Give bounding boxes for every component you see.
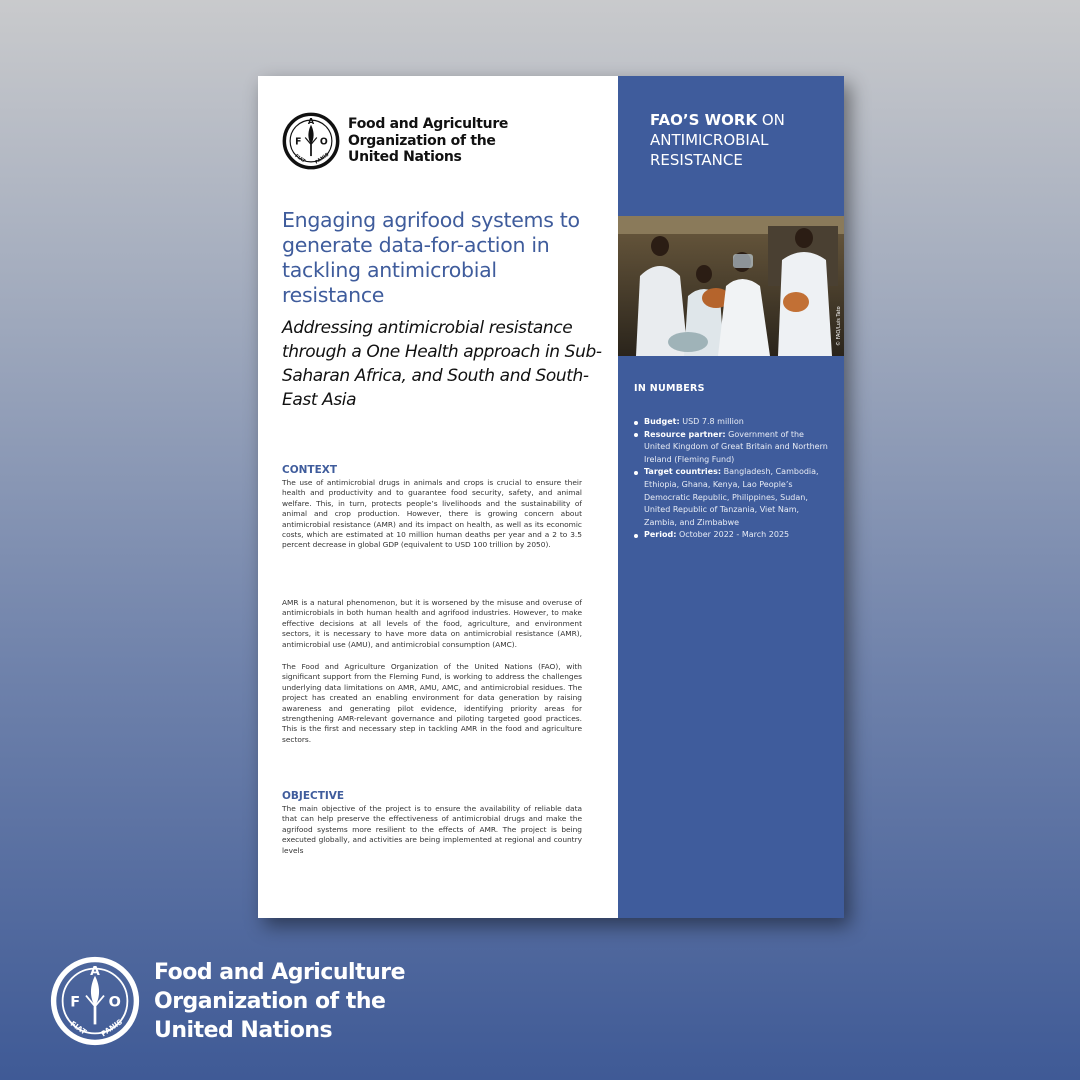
sidebar-title-line2: ANTIMICROBIAL (650, 131, 769, 149)
sidebar-title-line3: RESISTANCE (650, 151, 743, 169)
footer-org-name-line3: United Nations (154, 1017, 333, 1043)
numbers-item-partner (632, 429, 832, 467)
objective-paragraph: The main objective of the project is to ensure the availability of reliable data that can help preserve the effectiveness of antimicrobial drugs and make the agrifood systems more resilient to the effects of AMR. The project is being executed globally, and activities are being implemented at regional and country levels (282, 804, 582, 855)
context-paragraph-1: The use of antimicrobial drugs in animals and crops is crucial to ensure their health and productivity and to guarantee food security, safety, and animal welfare. This, in turn, protects people’s livelihoods and the sustainability of animal and crop production. However, there is growing concern about antimicrobial resistance (AMR) and its impact on health, as well as its economic costs, which are estimated at 10 million human deaths per year and a 2 to 3.5 percent decrease in global GDP (equivalent to USD 100 trillion by 2050). (282, 478, 582, 550)
sidebar-title (650, 110, 830, 170)
document-subtitle: Addressing antimicrobial resistance through a One Health approach in Sub-Saharan Africa, and South and South-East Asia (282, 318, 602, 410)
logo-panis: PANIS (314, 152, 331, 166)
footer-logo-panis: PANIS (99, 1017, 124, 1039)
org-name-line2: Organization of the (348, 132, 496, 149)
footer-org-name (154, 958, 405, 1045)
period-label: Period: (644, 530, 677, 540)
partner-label: Resource partner: (644, 429, 726, 439)
footer-logo-letter-a: A (90, 962, 100, 978)
budget-value: USD 7.8 million (679, 417, 744, 426)
footer-logo-letter-f: F (70, 994, 81, 1011)
field-photo (618, 216, 844, 356)
sidebar-title-on: ON (757, 111, 785, 129)
partner-value: Government of the United Kingdom of Great Britain and Northern Ireland (Fleming Fund) (644, 429, 828, 464)
period-value: October 2022 - March 2025 (676, 530, 790, 540)
section-heading-context: CONTEXT (282, 464, 338, 476)
document-page (258, 76, 844, 918)
countries-value: Bangladesh, Cambodia, Ethiopia, Ghana, Kenya, Lao People’s Democratic Republic, Philippines, Sudan, United Republic of Tanzania, Viet Nam, Zambia, and Zimbabwe (644, 467, 819, 527)
numbers-item-budget (632, 416, 832, 429)
in-numbers-list (632, 416, 832, 542)
logo-letter-f: F (295, 136, 302, 148)
logo-letter-o: O (319, 136, 328, 148)
in-numbers-heading: IN NUMBERS (634, 383, 705, 394)
sidebar-column (618, 76, 844, 918)
footer-brand (50, 956, 405, 1046)
veterinarians-poultry-photo (618, 216, 844, 356)
document-main-column (258, 76, 618, 918)
countries-label: Target countries: (644, 467, 722, 477)
org-name-line3: United Nations (348, 149, 462, 166)
numbers-item-countries (632, 466, 832, 529)
context-paragraph-2: AMR is a natural phenomenon, but it is worsened by the misuse and overuse of antimicrobials in both human health and agrifood industries. However, to make effective decisions at all levels of the food, agriculture, and environment sectors, it is necessary to have more data on antimicrobial resistance (AMR), antimicrobial use (AMU), and antimicrobial consumption (AMC). (282, 598, 582, 649)
footer-logo-letter-o: O (108, 994, 121, 1011)
logo-letter-a: A (307, 116, 315, 127)
budget-label: Budget: (644, 417, 680, 426)
section-heading-objective: OBJECTIVE (282, 790, 345, 802)
numbers-item-period (632, 529, 832, 542)
context-paragraph-3: The Food and Agriculture Organization of the United Nations (FAO), with significant support from the Fleming Fund, is working to address the challenges underlying data limitations on AMR, AMU, AMC, and antimicrobial residues. The project has created an enabling environment for data generation by raising awareness and generating pilot evidence, identifying priority areas for strengthening AMR-relevant governance and piloting targeted good practices. This is the first and necessary step in tackling AMR in the food and agriculture sectors. (282, 662, 582, 744)
document-title: Engaging agrifood systems to generate data-for-action in tackling antimicrobial resistance (282, 208, 580, 307)
org-name (348, 116, 508, 166)
sidebar-title-bold: FAO’S WORK (650, 111, 758, 129)
document-header-logo (282, 112, 508, 170)
footer-logo-fiat: FIAT (68, 1019, 89, 1037)
org-name-line1: Food and Agriculture (348, 116, 509, 133)
footer-org-name-line2: Organization of the (154, 988, 386, 1014)
fao-logo-icon (282, 112, 340, 170)
photo-credit: © FAO/Luis Tato (836, 306, 842, 346)
fao-logo-icon (50, 956, 140, 1046)
footer-org-name-line1: Food and Agriculture (154, 959, 406, 985)
logo-fiat: FIAT (293, 153, 306, 165)
